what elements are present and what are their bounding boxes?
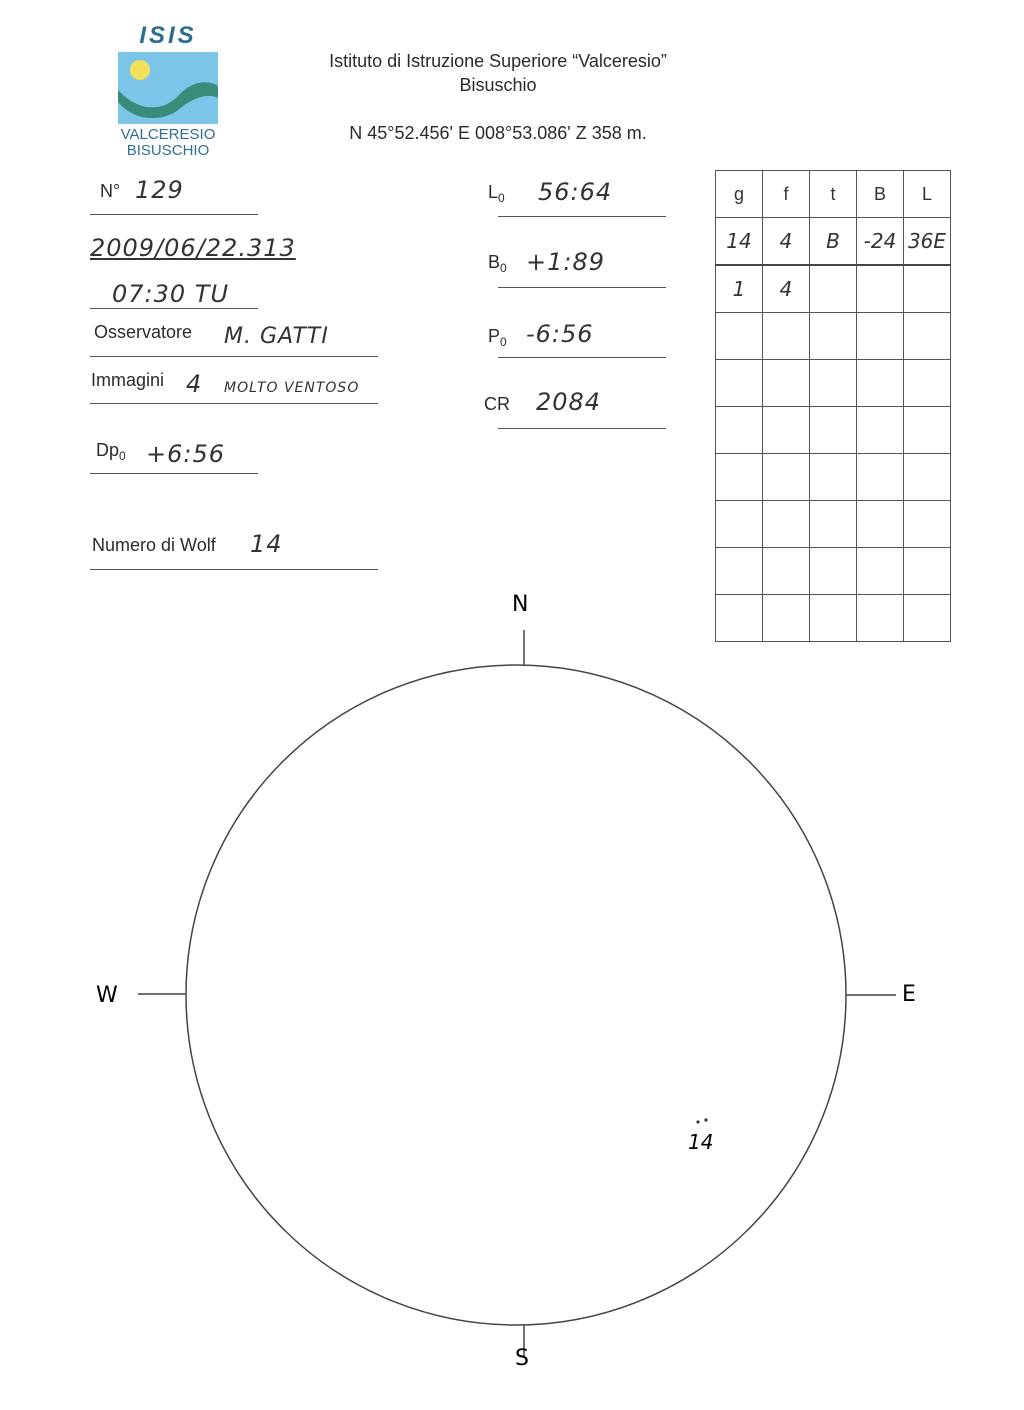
table-row [716,313,951,360]
l0-label-sub: 0 [498,191,505,205]
table-cell [810,454,857,501]
table-cell [716,454,763,501]
table-cell [716,313,763,360]
l0-label-text: L [488,182,499,202]
table-cell [763,407,810,454]
table-cell [904,313,951,360]
table-cell [904,360,951,407]
sunspot-group-label: 14 [688,1130,714,1154]
p0-rule [498,357,666,358]
images-value: 4 [186,370,203,398]
table-cell [763,454,810,501]
col-header-b: B [857,171,904,218]
table-cell [904,407,951,454]
table-cell: 14 [716,218,763,266]
col-header-g: g [716,171,763,218]
dp0-label [96,440,126,463]
table-cell: 4 [763,218,810,266]
number-value: 129 [135,176,184,204]
logo-line1: VALCERESIO [120,126,216,143]
l0-value: 56:64 [538,178,613,206]
logo-brand: ISIS [139,22,197,49]
logo-sun [130,60,150,80]
compass-west-label: W [96,983,118,1008]
table-row [716,501,951,548]
table-cell: 1 [716,265,763,313]
table-cell [810,265,857,313]
p0-value: -6:56 [526,320,594,348]
observer-value: M. GATTI [224,324,329,349]
table-cell [810,407,857,454]
cr-value: 2084 [536,388,602,416]
col-header-t: t [810,171,857,218]
table-cell [904,454,951,501]
wolf-value: 14 [250,530,283,558]
col-header-f: f [763,171,810,218]
number-label: N° [100,181,121,201]
sunspot-groups-table [715,170,951,642]
table-cell [857,454,904,501]
compass-east-label: E [902,982,916,1007]
observer-rule [90,356,378,357]
b0-label [488,252,507,275]
observatory-coordinates: N 45°52.456' E 008°53.086' Z 358 m. [349,123,647,143]
b0-label-text: B [488,252,501,272]
table-row [716,265,951,313]
cr-rule [498,428,666,429]
table-cell [904,501,951,548]
solar-disk-circle [186,665,846,1325]
sunspot-dot [704,1118,707,1121]
table-cell [763,313,810,360]
table-cell [857,360,904,407]
table-cell: -24 [857,218,904,266]
table-cell [716,501,763,548]
observer-label: Osservatore [94,322,193,342]
table-row [716,407,951,454]
compass-north-label: N [512,592,529,617]
p0-label-sub: 0 [500,335,507,349]
dp0-value: +6:56 [146,440,226,468]
l0-label [488,182,505,205]
table-cell: B [810,218,857,266]
school-logo-icon [118,52,218,124]
sunspot-dot [696,1120,699,1123]
table-cell [904,265,951,313]
table-cell [810,313,857,360]
table-cell [857,265,904,313]
dp0-label-sub: 0 [119,449,126,463]
images-label: Immagini [91,370,165,390]
table-cell [763,360,810,407]
date-value: 2009/06/22.313 [90,234,296,262]
time-rule [90,308,258,309]
time-value: 07:30 TU [112,280,230,308]
b0-label-sub: 0 [500,261,507,275]
b0-value: +1:89 [526,248,606,276]
table-header-row [716,171,951,218]
col-header-l: L [904,171,951,218]
b0-rule [498,287,666,288]
table-cell [810,360,857,407]
table-cell [857,501,904,548]
table-cell [857,313,904,360]
p0-label [488,326,507,349]
table-cell [857,407,904,454]
l0-rule [498,216,666,217]
logo-line2: BISUSCHIO [126,142,210,159]
table-row [716,218,951,266]
table-cell [763,501,810,548]
institute-town: Bisuschio [459,75,537,95]
images-note: MOLTO VENTOSO [224,380,360,396]
dp0-label-text: Dp [96,440,120,460]
solar-disk-drawing [0,580,1024,1380]
table-cell: 36E [904,218,951,266]
institute-name: Istituto di Istruzione Superiore “Valceresio” [329,51,667,71]
table-cell [810,501,857,548]
table-row [716,360,951,407]
p0-label-text: P [488,326,501,346]
images-rule [90,403,378,404]
table-cell: 4 [763,265,810,313]
compass-south-label: S [515,1346,529,1371]
table-cell [716,407,763,454]
table-row [716,454,951,501]
dp0-rule [90,473,258,474]
number-rule [90,214,258,215]
wolf-label: Numero di Wolf [92,535,216,555]
table-cell [716,360,763,407]
cr-label: CR [484,394,510,414]
wolf-rule [90,569,378,570]
